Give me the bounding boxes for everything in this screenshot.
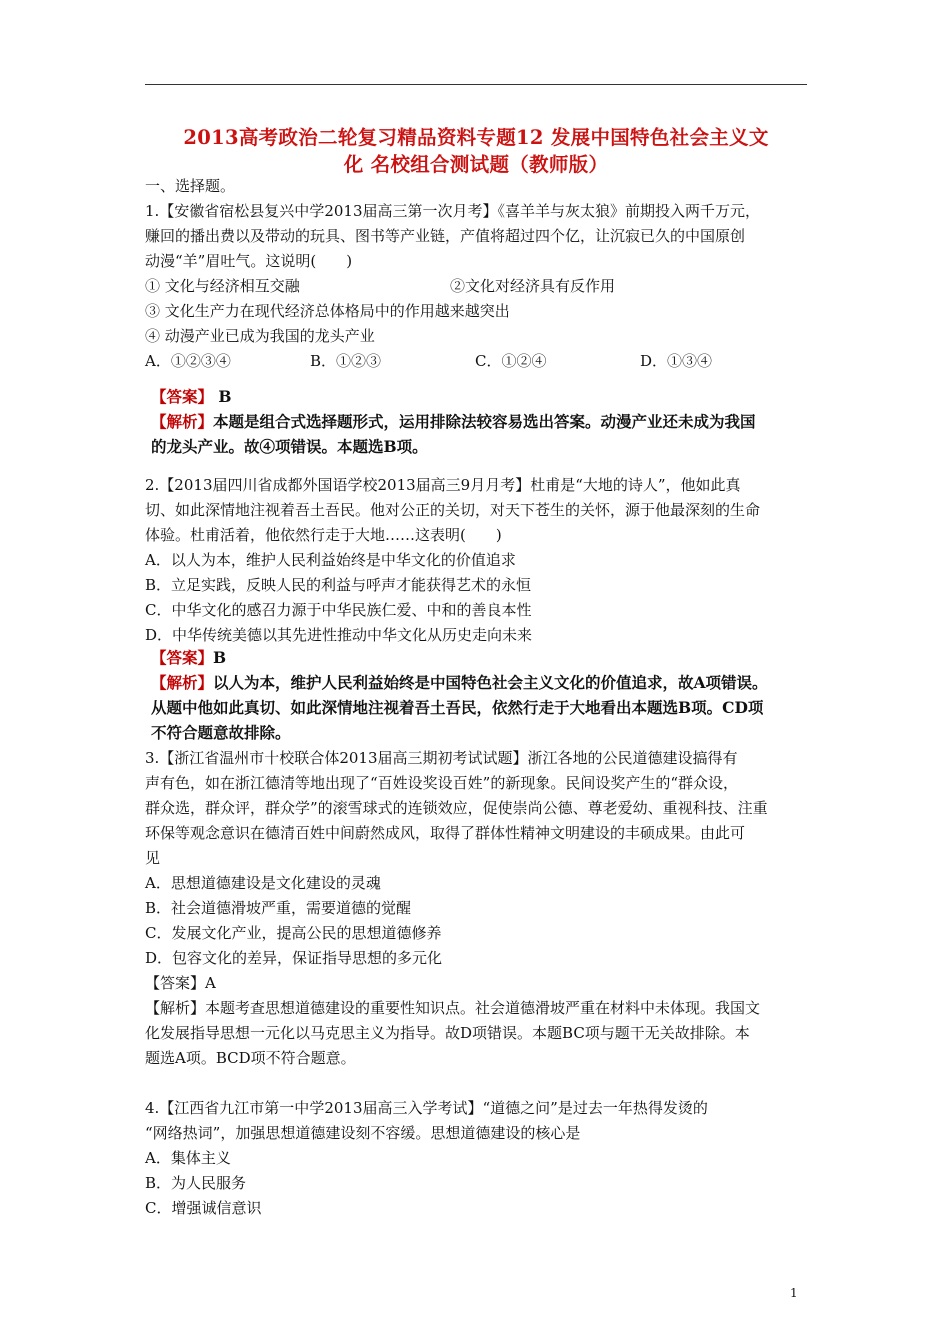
q1-stem-line: 1.【安徽省宿松县复兴中学2013届高三第一次月考】《喜羊羊与灰太狼》前期投入两千万元， [145, 202, 760, 220]
q4-option-c: C．增强诚信意识 [145, 1199, 262, 1217]
question-3 [145, 746, 807, 1071]
title-line-2: 化 名校组合测试题（教师版） [343, 153, 609, 176]
q3-stem-line: 3.【浙江省温州市十校联合体2013届高三期初考试试题】浙江各地的公民道德建设搞得有 [145, 749, 738, 767]
q3-answer: 【答案】A [145, 974, 216, 992]
q3-stem-line: 环保等观念意识在德清百姓中间蔚然成风，取得了群体性精神文明建设的丰硕成果。由此可 [145, 824, 746, 842]
q2-option-b: B．立足实践，反映人民的利益与呼声才能获得艺术的永恒 [145, 576, 532, 594]
q1-option-c: C．①②④ [475, 352, 547, 370]
q2-answer-tag: 【答案】 [151, 648, 214, 667]
q1-options [145, 349, 807, 374]
question-1 [145, 174, 807, 374]
q1-explain-line: 的龙头产业。故④项错误。本题选B项。 [151, 437, 428, 456]
q3-stem-line: 群众选，群众评，群众学”的滚雪球式的连锁效应，促使崇尚公德、尊老爱幼、重视科技、注重 [145, 799, 768, 817]
q2-option-a: A．以人为本，维护人民利益始终是中华文化的价值追求 [145, 551, 516, 569]
q3-stem-line: 见 [145, 849, 161, 867]
q1-answer-tag: 【答案】 [151, 387, 214, 406]
q1-option-b: B．①②③ [310, 352, 382, 370]
q3-option-c: C．发展文化产业，提高公民的思想道德修养 [145, 924, 442, 942]
q3-explain-line: 化发展指导思想一元化以马克思主义为指导。故D项错误。本题BC项与题干无关故排除。本 [145, 1024, 750, 1042]
q4-stem-line: 4.【江西省九江市第一中学2013届高三入学考试】“道德之问”是过去一年热得发烫的 [145, 1099, 708, 1117]
q2-option-d: D．中华传统美德以其先进性推动中华文化从历史走向未来 [145, 626, 533, 644]
q2-answer-block [151, 645, 813, 745]
q2-explain-line: 以人为本，维护人民利益始终是中国特色社会主义文化的价值追求，故A项错误。 [213, 673, 768, 692]
header-rule [145, 84, 807, 85]
section-heading: 一、选择题。 [145, 177, 236, 195]
q4-option-b: B．为人民服务 [145, 1174, 247, 1192]
q3-option-a: A．思想道德建设是文化建设的灵魂 [145, 874, 381, 892]
q3-explain-line: 【解析】本题考查思想道德建设的重要性知识点。社会道德滑坡严重在材料中未体现。我国文 [145, 999, 761, 1017]
q1-explain-line: 本题是组合式选择题形式，运用排除法较容易选出答案。动漫产业还未成为我国 [213, 412, 756, 431]
document-title [145, 124, 807, 178]
q2-explain-line: 不符合题意故排除。 [151, 723, 291, 742]
q3-option-b: B．社会道德滑坡严重，需要道德的觉醒 [145, 899, 412, 917]
q2-stem-line: 切、如此深情地注视着吾土吾民。他对公正的关切，对天下苍生的关怀，源于他最深刻的生命 [145, 501, 761, 519]
q1-statement-2: ②文化对经济具有反作用 [450, 277, 616, 295]
q1-statement-4: ④ 动漫产业已成为我国的龙头产业 [145, 327, 375, 345]
q4-stem-line: “网络热词”，加强思想道德建设刻不容缓。思想道德建设的核心是 [145, 1124, 581, 1142]
title-line-1: 2013高考政治二轮复习精品资料专题12 发展中国特色社会主义文 [183, 126, 769, 149]
q2-stem-line: 2.【2013届四川省成都外国语学校2013届高三9月月考】杜甫是“大地的诗人”，他如此真 [145, 476, 741, 494]
q3-option-d: D．包容文化的差异，保证指导思想的多元化 [145, 949, 443, 967]
q2-option-c: C．中华文化的感召力源于中华民族仁爱、中和的善良本性 [145, 601, 532, 619]
q2-answer-value: B [213, 648, 227, 667]
q4-option-a: A．集体主义 [145, 1149, 231, 1167]
q1-option-a: A．①②③④ [145, 352, 231, 370]
q1-statement-3: ③ 文化生产力在现代经济总体格局中的作用越来越突出 [145, 302, 510, 320]
q1-explain-tag: 【解析】 [151, 412, 214, 431]
q1-stem-line: 动漫“羊”眉吐气。这说明( ) [145, 252, 353, 270]
q3-stem-line: 声有色，如在浙江德清等地出现了“百姓设奖设百姓”的新现象。民间设奖产生的“群众设， [145, 774, 739, 792]
q3-explain-line: 题选A项。BCD项不符合题意。 [145, 1049, 356, 1067]
q1-statement-1: ① 文化与经济相互交融 [145, 277, 300, 295]
q1-stem-line: 赚回的播出费以及带动的玩具、图书等产业链，产值将超过四个亿，让沉寂已久的中国原创 [145, 227, 746, 245]
q1-answer-value: B [218, 387, 232, 406]
q1-answer-block [151, 384, 813, 459]
q2-explain-tag: 【解析】 [151, 673, 214, 692]
q1-statements-row [145, 274, 807, 299]
q2-stem-line: 体验。杜甫活着，他依然行走于大地……这表明( ) [145, 526, 502, 544]
q1-option-d: D．①③④ [640, 352, 713, 370]
question-4 [145, 1096, 807, 1221]
question-2 [145, 473, 807, 648]
q2-explain-line: 从题中他如此真切、如此深情地注视着吾土吾民，依然行走于大地看出本题选B项。CD项 [151, 698, 764, 717]
page-number: 1 [790, 1286, 798, 1300]
